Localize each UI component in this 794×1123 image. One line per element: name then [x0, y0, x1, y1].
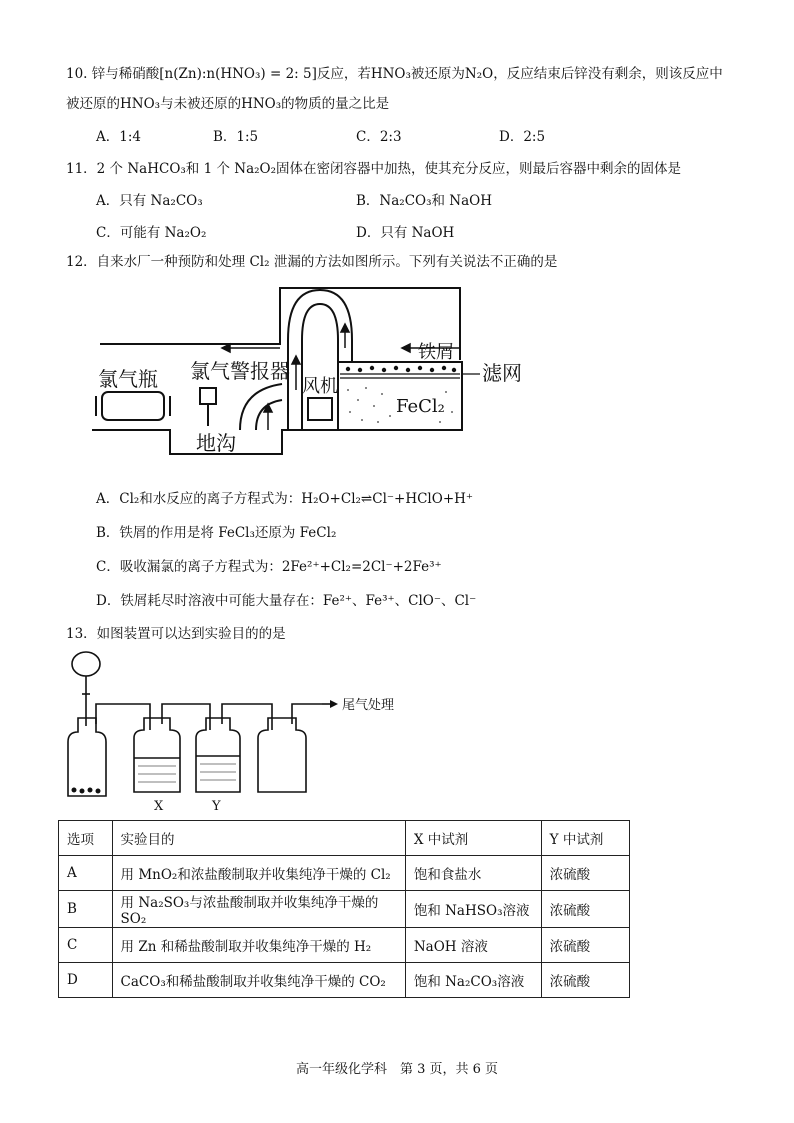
table-cell: 饱和食盐水	[405, 856, 541, 891]
table-cell: 用 MnO₂和浓盐酸制取并收集纯净干燥的 Cl₂	[112, 856, 405, 891]
q10-option-a: A．1:4	[96, 129, 141, 145]
table-cell: CaCO₃和稀盐酸制取并收集纯净干燥的 CO₂	[112, 963, 405, 998]
q13-stem: 13．如图装置可以达到实验目的的是	[66, 626, 286, 642]
table-header: 实验目的	[112, 821, 405, 856]
table-cell: 浓硫酸	[541, 856, 629, 891]
q12-option-b: B．铁屑的作用是将 FeCl₃还原为 FeCl₂	[96, 525, 337, 541]
page-footer: 高一年级化学科 第 3 页，共 6 页	[295, 1062, 499, 1077]
q10-option-b: B．1:5	[213, 129, 259, 145]
apparatus-label-y: Y	[212, 799, 221, 814]
diagram-label-cylinder: 氯气瓶	[98, 367, 158, 391]
table-header: 选项	[59, 821, 113, 856]
q12-stem: 12．自来水厂一种预防和处理 Cl₂ 泄漏的方法如图所示。下列有关说法不正确的是	[66, 254, 558, 270]
table-row	[59, 891, 630, 928]
table-cell: C	[59, 928, 113, 963]
table-cell: 浓硫酸	[541, 928, 629, 963]
table-row	[59, 963, 630, 998]
table-row	[59, 856, 630, 891]
diagram-label-trench: 地沟	[196, 431, 236, 455]
table-header-row	[59, 821, 630, 856]
apparatus-label-exhaust: 尾气处理	[342, 698, 395, 713]
table-cell: B	[59, 891, 113, 928]
table-cell: 浓硫酸	[541, 963, 629, 998]
gas-apparatus-diagram	[60, 646, 420, 816]
diagram-label-filter: 滤网	[482, 361, 522, 385]
q10-option-c: C．2:3	[356, 129, 402, 145]
table-cell: 浓硫酸	[541, 891, 629, 928]
table-row	[59, 928, 630, 963]
table-cell: 饱和 NaHSO₃溶液	[405, 891, 541, 928]
chlorine-leak-diagram	[90, 280, 550, 460]
q13-options-table	[58, 820, 630, 998]
table-cell: 用 Zn 和稀盐酸制取并收集纯净干燥的 H₂	[112, 928, 405, 963]
diagram-label-alarm: 氯气警报器	[190, 359, 290, 383]
table-cell: 饱和 Na₂CO₃溶液	[405, 963, 541, 998]
table-cell: 用 Na₂SO₃与浓盐酸制取并收集纯净干燥的 SO₂	[112, 891, 405, 928]
q10-stem-line1: 10. 锌与稀硝酸[n(Zn):n(HNO₃) = 2: 5]反应，若HNO₃被还原为N₂O，反应结束后锌没有剩余，则该反应中	[66, 66, 723, 82]
table-header: Y 中试剂	[541, 821, 629, 856]
q10-option-d: D．2:5	[499, 129, 546, 145]
apparatus-label-x: X	[154, 799, 164, 814]
q11-stem: 11．2 个 NaHCO₃和 1 个 Na₂O₂固体在密闭容器中加热，使其充分反应，则最后容器中剩余的固体是	[66, 161, 682, 177]
table-cell: A	[59, 856, 113, 891]
table-header: X 中试剂	[405, 821, 541, 856]
table-cell: D	[59, 963, 113, 998]
table-cell: NaOH 溶液	[405, 928, 541, 963]
diagram-label-solution: FeCl₂	[396, 396, 445, 417]
diagram-label-fan: 风机	[302, 376, 338, 397]
diagram-label-iron: 铁屑	[418, 342, 454, 363]
q11-option-a: A．只有 Na₂CO₃	[96, 193, 203, 209]
q11-option-c: C．可能有 Na₂O₂	[96, 225, 207, 241]
q12-option-c: C．吸收漏氯的离子方程式为：2Fe²⁺+Cl₂=2Cl⁻+2Fe³⁺	[96, 559, 442, 575]
q10-stem-line2: 被还原的HNO₃与未被还原的HNO₃的物质的量之比是	[66, 96, 390, 112]
q12-option-d: D．铁屑耗尽时溶液中可能大量存在：Fe²⁺、Fe³⁺、ClO⁻、Cl⁻	[96, 593, 477, 609]
q11-option-d: D．只有 NaOH	[356, 225, 455, 241]
q11-option-b: B．Na₂CO₃和 NaOH	[356, 193, 492, 209]
q12-option-a: A．Cl₂和水反应的离子方程式为：H₂O+Cl₂⇌Cl⁻+HClO+H⁺	[96, 491, 474, 507]
